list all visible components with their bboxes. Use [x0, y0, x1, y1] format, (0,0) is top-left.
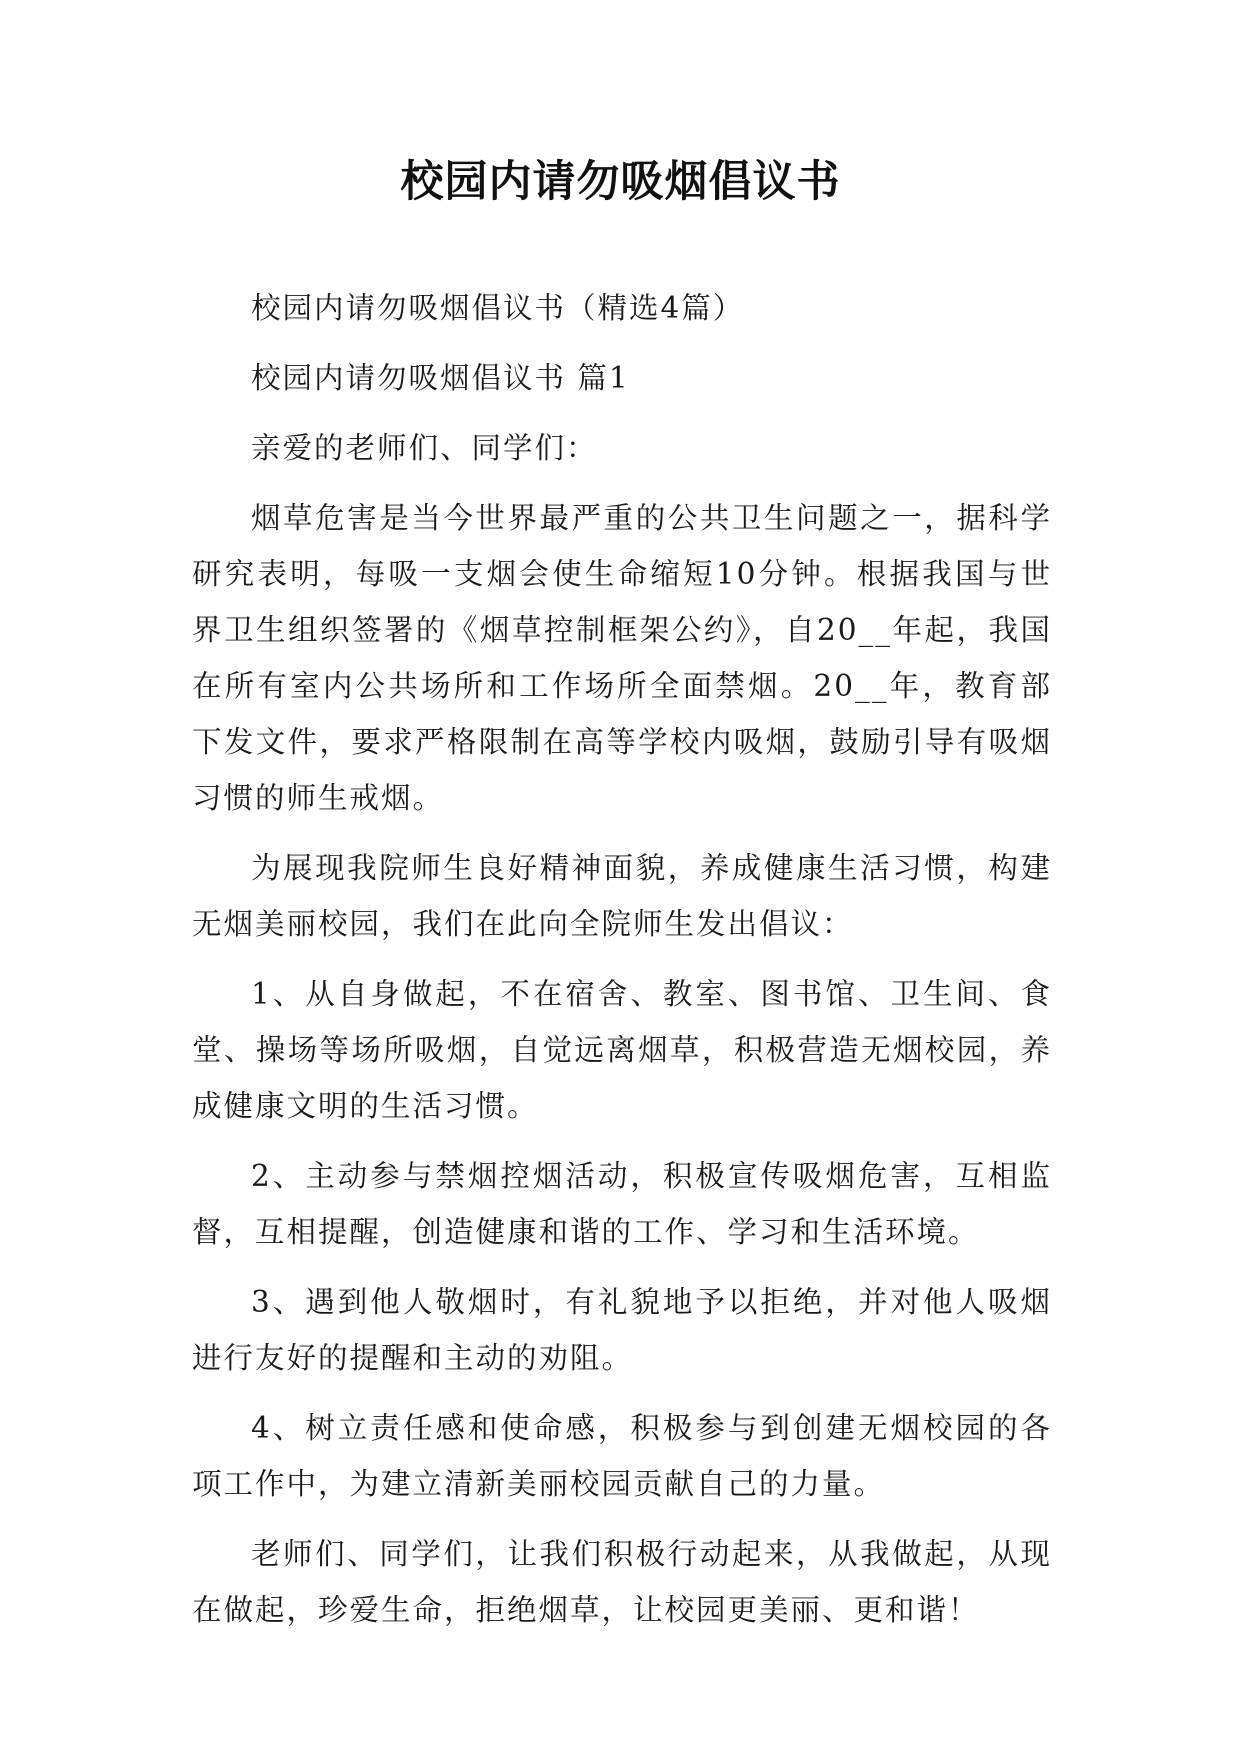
section-heading: 校园内请勿吸烟倡议书 篇1	[251, 361, 630, 395]
list-item: 2、主动参与禁烟控烟活动，积极宣传吸烟危害，互相监督，互相提醒，创造健康和谐的工作、学习和生活环境。	[192, 1159, 1052, 1249]
salutation: 亲爱的老师们、同学们：	[251, 431, 598, 465]
list-item: 3、遇到他人敬烟时，有礼貌地予以拒绝，并对他人吸烟进行友好的提醒和主动的劝阻。	[192, 1285, 1052, 1375]
list-item: 1、从自身做起，不在宿舍、教室、图书馆、卫生间、食堂、操场等场所吸烟，自觉远离烟草，积极营造无烟校园，养成健康文明的生活习惯。	[192, 977, 1052, 1123]
body-paragraph: 为展现我院师生良好精神面貌，养成健康生活习惯，构建无烟美丽校园，我们在此向全院师生发出倡议：	[192, 851, 1052, 941]
closing-paragraph: 老师们、同学们，让我们积极行动起来，从我做起，从现在做起，珍爱生命，拒绝烟草，让校园更美丽、更和谐！	[192, 1537, 1052, 1627]
document-title: 校园内请勿吸烟倡议书	[400, 157, 841, 207]
document-body	[192, 280, 1052, 1652]
list-item: 4、树立责任感和使命感，积极参与到创建无烟校园的各项工作中，为建立清新美丽校园贡献自己的力量。	[192, 1411, 1052, 1501]
body-paragraph: 烟草危害是当今世界最严重的公共卫生问题之一，据科学研究表明，每吸一支烟会使生命缩短10分钟。根据我国与世界卫生组织签署的《烟草控制框架公约》，自20__年起，我国在所有室内公共场所和工作场所全面禁烟。20__年，教育部下发文件，要求严格限制在高等学校内吸烟，鼓励引导有吸烟习惯的师生戒烟。	[192, 501, 1052, 815]
subtitle-paragraph: 校园内请勿吸烟倡议书（精选4篇）	[251, 291, 745, 325]
